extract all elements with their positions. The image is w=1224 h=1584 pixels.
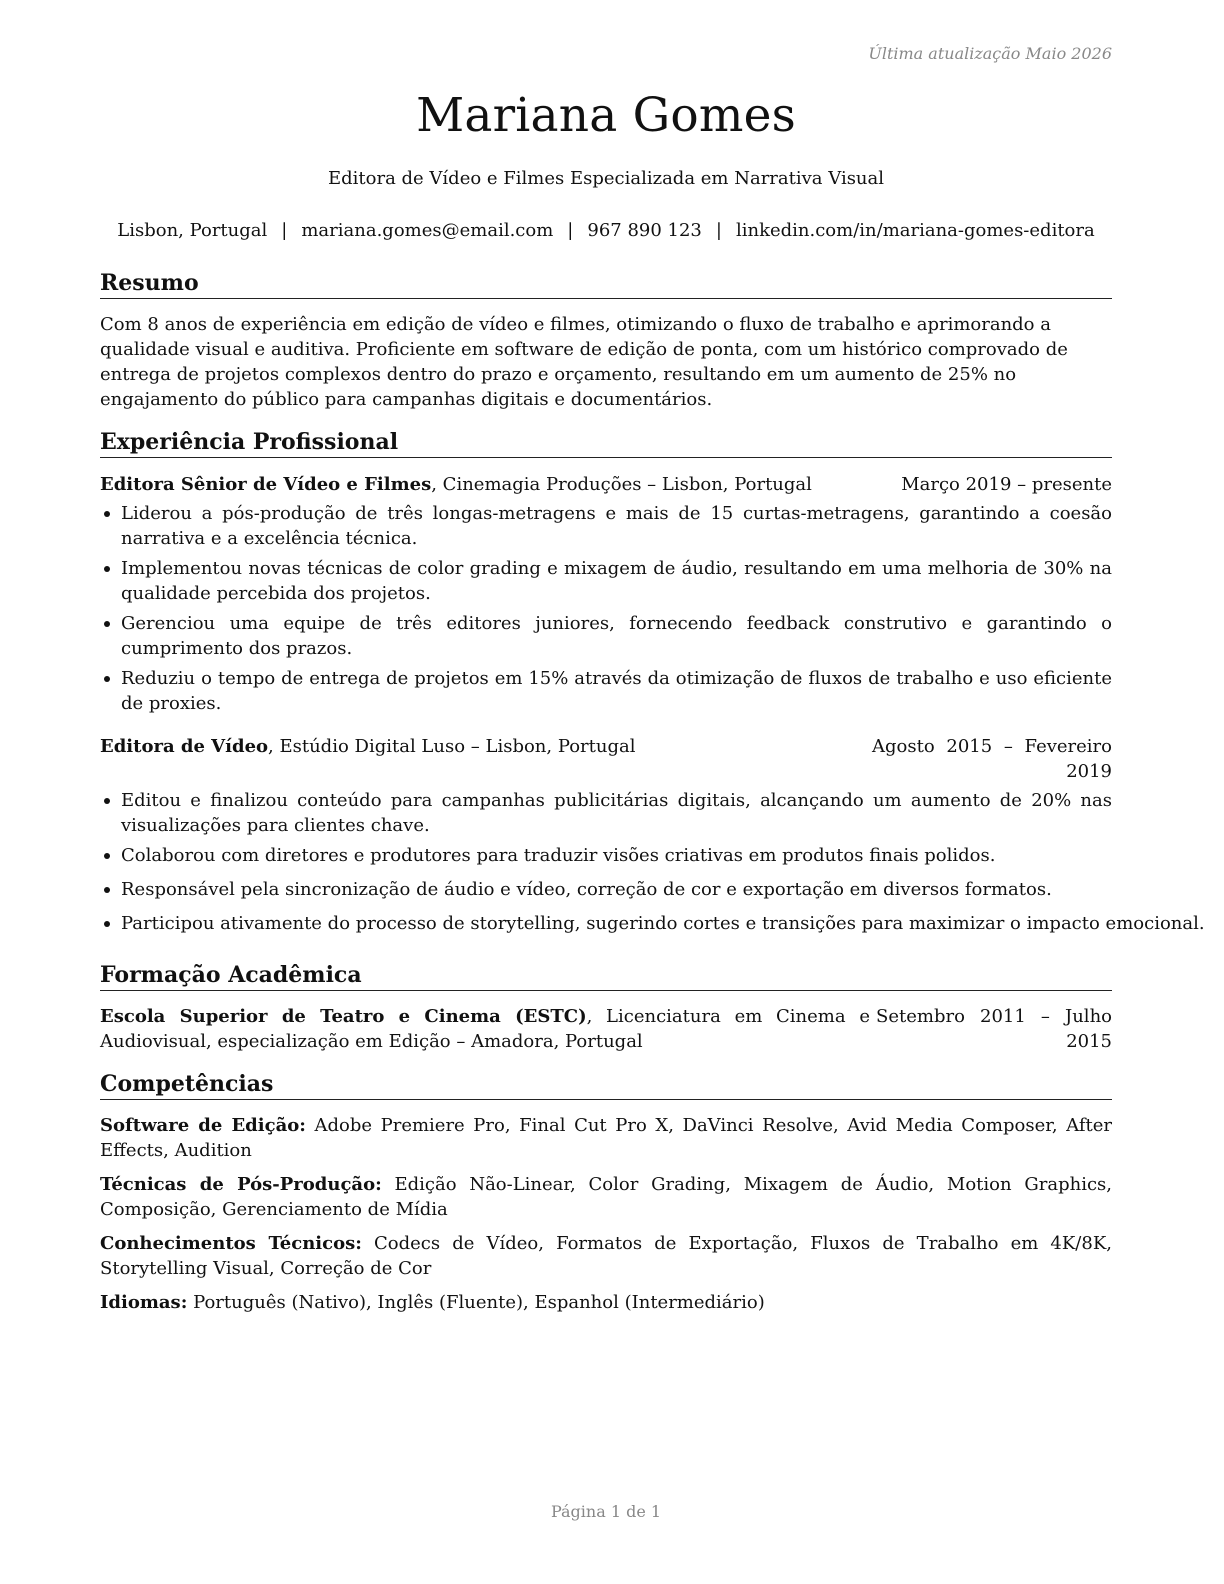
page-number: Página 1 de 1 (550, 1502, 662, 1521)
bullet-item: Gerenciou uma equipe de três editores juniores, fornecendo feedback construtivo e garantindo o cumprimento dos prazos. (100, 611, 1112, 661)
skill-label: Idiomas: (100, 1292, 188, 1313)
contact-line (100, 220, 1112, 241)
education-entry (100, 1004, 1112, 1054)
contact-location: Lisbon, Portugal (117, 220, 268, 241)
job-header (100, 734, 1112, 784)
resume-page (100, 0, 1205, 1584)
bullet-item: Responsável pela sincronização de áudio e vídeo, correção de cor e exportação em diversos formatos. (100, 877, 1112, 902)
job-company: , Cinemagia Produções – Lisbon, Portugal (431, 474, 812, 495)
bullet-item: Colaborou com diretores e produtores para traduzir visões criativas em produtos finais polidos. (100, 843, 1112, 868)
section-title-summary: Resumo (100, 270, 1112, 299)
experience-section (100, 429, 1205, 941)
education-dates: Setembro 2011 – Julho 2015 (876, 1006, 1112, 1052)
job-dates: Agosto 2015 – Fevereiro 2019 (872, 736, 1112, 782)
professional-title: Editora de Vídeo e Filmes Especializada em Narrativa Visual (327, 168, 885, 189)
education-school: Escola Superior de Teatro e Cinema (ESTC) (100, 1006, 587, 1027)
candidate-name: Mariana Gomes (416, 88, 796, 143)
job-bullets (100, 501, 1112, 716)
skill-value: Português (Nativo), Inglês (Fluente), Espanhol (Intermediário) (187, 1292, 765, 1313)
job-role: Editora de Vídeo (100, 736, 269, 757)
skill-row (100, 1231, 1112, 1281)
skill-value: Adobe Premiere Pro, Final Cut Pro X, DaVinci Resolve, Avid Media Composer, After Effects, Audition (100, 1115, 1112, 1161)
job-role: Editora Sênior de Vídeo e Filmes (100, 474, 432, 495)
bullet-item: Reduziu o tempo de entrega de projetos em 15% através da otimização de fluxos de trabalho e uso eficiente de proxies. (100, 666, 1112, 716)
contact-phone: 967 890 123 (587, 220, 702, 241)
contact-separator: | (567, 220, 574, 241)
skill-row (100, 1172, 1112, 1222)
skill-value: Edição Não-Linear, Color Grading, Mixagem de Áudio, Motion Graphics, Composição, Gerenciamento de Mídia (100, 1174, 1112, 1220)
job-title (100, 472, 812, 497)
job-entry (100, 472, 1112, 716)
contact-linkedin[interactable]: linkedin.com/in/mariana-gomes-editora (735, 220, 1095, 241)
education-details: , Licenciatura em Cinema e Audiovisual, especialização em Edição – Amadora, Portugal (100, 1006, 870, 1052)
summary-section (100, 270, 1112, 412)
skill-row (100, 1290, 1112, 1315)
bullet-item: Liderou a pós-produção de três longas-metragens e mais de 15 curtas-metragens, garantindo a coesão narrativa e a excelência técnica. (100, 501, 1112, 551)
last-updated: Última atualização Maio 2026 (868, 44, 1112, 63)
skills-section (100, 1071, 1112, 1324)
skill-value: Codecs de Vídeo, Formatos de Exportação, Fluxos de Trabalho em 4K/8K, Storytelling Visual, Correção de Cor (100, 1233, 1112, 1279)
bullet-item: Editou e finalizou conteúdo para campanhas publicitárias digitais, alcançando um aumento de 20% nas visualizações para clientes chave. (100, 788, 1112, 838)
job-dates: Março 2019 – presente (901, 474, 1112, 495)
contact-email[interactable]: mariana.gomes@email.com (301, 220, 554, 241)
skill-label: Software de Edição: (100, 1115, 306, 1136)
contact-separator: | (281, 220, 288, 241)
section-title-skills: Competências (100, 1071, 1112, 1100)
skill-label: Conhecimentos Técnicos: (100, 1233, 362, 1254)
job-entry (100, 734, 1205, 936)
education-text (100, 1004, 870, 1054)
skills-list (100, 1113, 1112, 1315)
bullet-item: Participou ativamente do processo de storytelling, sugerindo cortes e transições para maximizar o impacto emocional. (100, 911, 1112, 936)
skill-label: Técnicas de Pós-Produção: (100, 1174, 382, 1195)
section-title-experience: Experiência Profissional (100, 429, 1112, 458)
education-section (100, 962, 1112, 1054)
summary-text: Com 8 anos de experiência em edição de vídeo e filmes, otimizando o fluxo de trabalho e aprimorando a qualidade visual e auditiva. Proficiente em software de edição de ponta, com um histórico comprovado de entrega de projetos complexos dentro do prazo e orçamento, resultando em um aumento de 25% no engajamento do público para campanhas digitais e documentários. (100, 314, 1068, 410)
job-title (100, 734, 636, 784)
contact-separator: | (715, 220, 722, 241)
bullet-item: Implementou novas técnicas de color grading e mixagem de áudio, resultando em uma melhoria de 30% na qualidade percebida dos projetos. (100, 556, 1112, 606)
section-title-education: Formação Acadêmica (100, 962, 1112, 991)
job-bullets (100, 788, 1205, 936)
job-header (100, 472, 1112, 497)
skill-row (100, 1113, 1112, 1163)
job-company: , Estúdio Digital Luso – Lisbon, Portugal (268, 736, 636, 757)
